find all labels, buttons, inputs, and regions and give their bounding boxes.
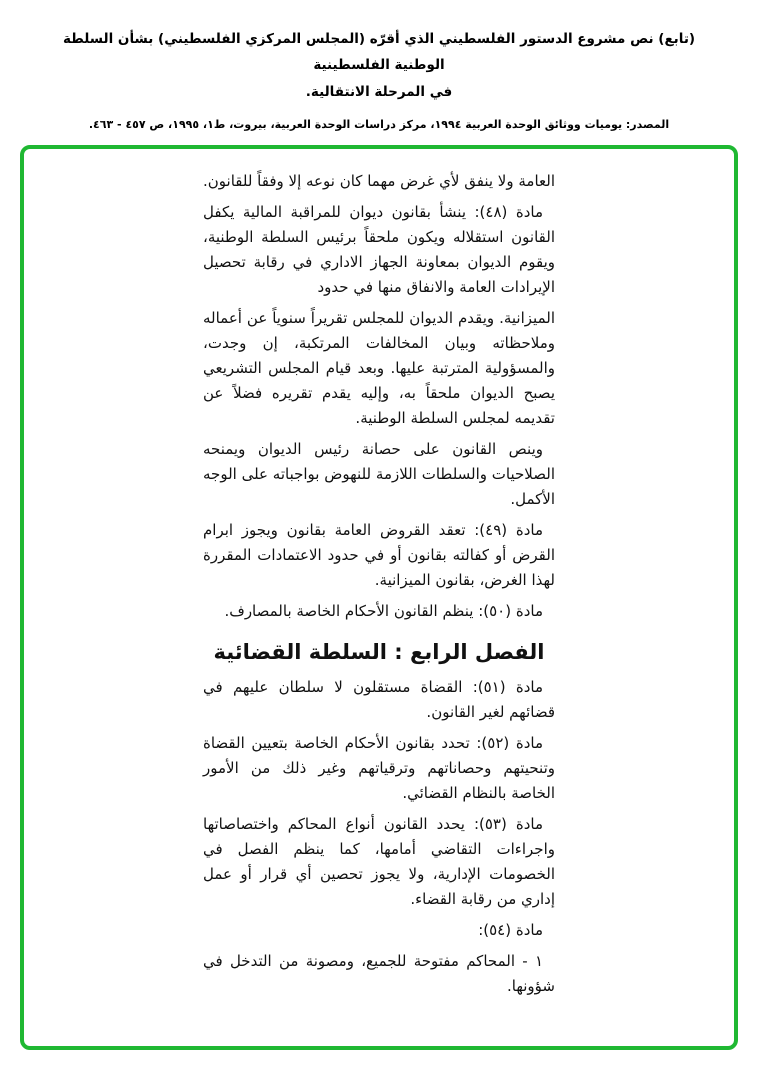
body-paragraph-article-54-item-1: ١ - المحاكم مفتوحة للجميع، ومصونة من التدخل في شؤونها. [203,952,555,995]
header-title-line-2: في المرحلة الانتقالية. [305,83,453,100]
body-paragraph-article-51: مادة (٥١): القضاة مستقلون لا سلطان عليهم في قضائهم لغير القانون. [203,678,555,721]
body-paragraph-article-54: مادة (٥٤): [478,921,543,939]
body-paragraph-article-52: مادة (٥٢): تحدد بقانون الأحكام الخاصة بتعيين القضاة وتنحيتهم وحصاناتهم وترقياتهم وغير ذلك من الأمور الخاصة بالنظام القضائي. [203,734,555,802]
body-paragraph-article-50: مادة (٥٠): ينظم القانون الأحكام الخاصة بالمصارف. [224,602,543,620]
body-paragraph-article-48: مادة (٤٨): ينشأ بقانون ديوان للمراقبة المالية يكفل القانون استقلاله ويكون ملحقاً برئيس السلطة الوطنية، ويقوم الديوان بمعاونة الجهاز الاداري في رقابة تحصيل الإيرادات العامة والانفاق منها في حدود [203,203,555,296]
header-title-line-1: (تابع) نص مشروع الدستور الفلسطيني الذي أقرّه (المجلس المركزي الفلسطيني) بشأن السلطة الوطنية الفلسطينية [62,31,696,74]
body-paragraph-article-49: مادة (٤٩): تعقد القروض العامة بقانون ويجوز ابرام القرض أو كفالته بقانون أو في حدود الاعتمادات المقررة لهذا الغرض، بقانون الميزانية. [203,521,555,589]
text-column [203,169,555,999]
body-paragraph-audit-bureau: وينص القانون على حصانة رئيس الديوان ويمنحه الصلاحيات والسلطات اللازمة للنهوض بواجباته على الوجه الأكمل. [203,440,555,508]
header-source-line: المصدر: يوميات ووثائق الوحدة العربية ١٩٩٤، مركز دراسات الوحدة العربية، بيروت، ط١، ١٩٩٥، ص ٤٥٧ - ٤٦٣. [88,117,670,131]
content-border-box [20,145,738,1050]
body-paragraph-article-53: مادة (٥٣): يحدد القانون أنواع المحاكم واختصاصاتها واجراءات التقاضي أمامها، كما ينظم الفصل في الخصومات الإدارية، ولا يجوز تحصين أي قرار أو عمل إداري من رقابة القضاء. [203,815,555,908]
body-paragraph-article-48-continued: الميزانية. ويقدم الديوان للمجلس تقريراً سنوياً عن أعماله وملاحظاته وبيان المخالفات المرتكبة، إن وجدت، والمسؤولية المترتبة عليها. وبعد قيام المجلس التشريعي يصبح الديوان ملحقاً به، وإليه يقدم تقريره فضلاً عن تقديمه لمجلس السلطة الوطنية. [203,309,555,427]
document-header [0,0,758,135]
body-paragraph-continuation: العامة ولا ينفق لأي غرض مهما كان نوعه إلا وفقاً للقانون. [203,172,555,190]
chapter-heading: الفصل الرابع : السلطة القضائية [213,640,545,664]
